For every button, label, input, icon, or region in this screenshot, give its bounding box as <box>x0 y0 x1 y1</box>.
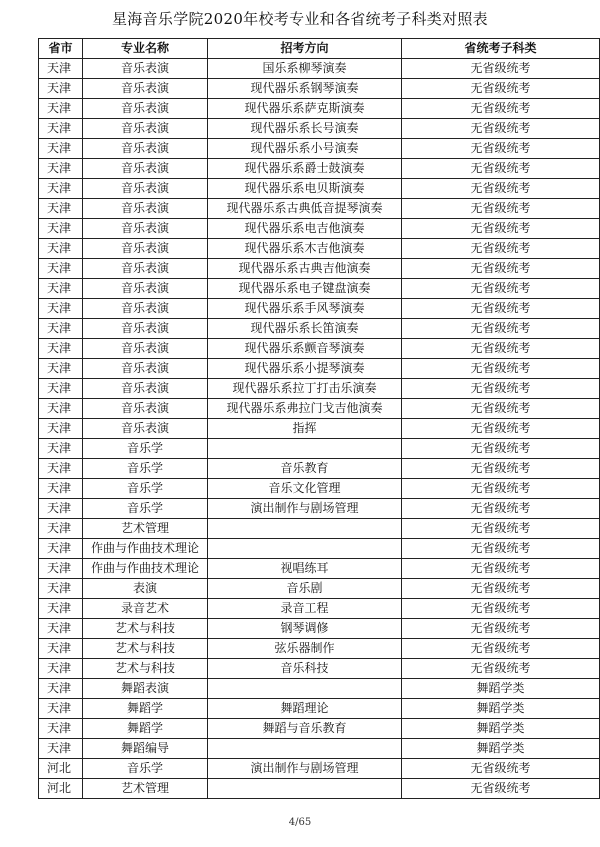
cell-direction: 舞蹈与音乐教育 <box>208 719 402 739</box>
cell-exam-category: 无省级统考 <box>402 299 600 319</box>
cell-exam-category: 无省级统考 <box>402 319 600 339</box>
cell-direction: 现代器乐系古典低音提琴演奏 <box>208 199 402 219</box>
cell-exam-category: 无省级统考 <box>402 259 600 279</box>
cell-direction: 现代器乐系钢琴演奏 <box>208 79 402 99</box>
column-header-province: 省市 <box>39 39 83 59</box>
cell-exam-category: 无省级统考 <box>402 79 600 99</box>
cell-direction: 现代器乐系小提琴演奏 <box>208 359 402 379</box>
cell-direction <box>208 679 402 699</box>
cell-direction: 音乐科技 <box>208 659 402 679</box>
cell-province: 天津 <box>39 579 83 599</box>
cell-exam-category: 无省级统考 <box>402 379 600 399</box>
table-row <box>39 659 600 679</box>
cell-exam-category: 舞蹈学类 <box>402 719 600 739</box>
cell-province: 天津 <box>39 599 83 619</box>
cell-direction <box>208 519 402 539</box>
cell-direction: 钢琴调修 <box>208 619 402 639</box>
cell-exam-category: 无省级统考 <box>402 499 600 519</box>
cell-exam-category: 无省级统考 <box>402 179 600 199</box>
cell-major: 音乐学 <box>83 479 208 499</box>
table-row <box>39 119 600 139</box>
cell-province: 河北 <box>39 779 83 799</box>
column-header-exam-category: 省统考子科类 <box>402 39 600 59</box>
cell-province: 天津 <box>39 459 83 479</box>
table-row <box>39 159 600 179</box>
page-number: 4/65 <box>288 817 312 828</box>
cell-exam-category: 无省级统考 <box>402 759 600 779</box>
cell-major: 音乐表演 <box>83 279 208 299</box>
cell-direction: 舞蹈理论 <box>208 699 402 719</box>
cell-province: 河北 <box>39 759 83 779</box>
cell-major: 表演 <box>83 579 208 599</box>
cell-province: 天津 <box>39 499 83 519</box>
cell-exam-category: 无省级统考 <box>402 419 600 439</box>
cell-province: 天津 <box>39 179 83 199</box>
cell-direction: 指挥 <box>208 419 402 439</box>
cell-province: 天津 <box>39 239 83 259</box>
cell-major: 音乐表演 <box>83 139 208 159</box>
table-row <box>39 419 600 439</box>
major-category-table <box>38 38 600 799</box>
cell-direction <box>208 439 402 459</box>
table-row <box>39 699 600 719</box>
cell-direction: 现代器乐系电贝斯演奏 <box>208 179 402 199</box>
cell-direction: 国乐系柳琴演奏 <box>208 59 402 79</box>
cell-exam-category: 无省级统考 <box>402 59 600 79</box>
cell-direction: 音乐文化管理 <box>208 479 402 499</box>
cell-direction <box>208 539 402 559</box>
cell-province: 天津 <box>39 299 83 319</box>
cell-direction: 现代器乐系古典吉他演奏 <box>208 259 402 279</box>
cell-province: 天津 <box>39 379 83 399</box>
cell-exam-category: 无省级统考 <box>402 599 600 619</box>
page-title: 星海音乐学院2020年校考专业和各省统考子科类对照表 <box>112 10 488 28</box>
cell-major: 音乐表演 <box>83 159 208 179</box>
cell-exam-category: 无省级统考 <box>402 519 600 539</box>
cell-exam-category: 舞蹈学类 <box>402 699 600 719</box>
cell-province: 天津 <box>39 139 83 159</box>
cell-major: 音乐学 <box>83 439 208 459</box>
cell-province: 天津 <box>39 679 83 699</box>
cell-province: 天津 <box>39 259 83 279</box>
table-row <box>39 359 600 379</box>
cell-major: 音乐表演 <box>83 419 208 439</box>
table-row <box>39 299 600 319</box>
table-row <box>39 379 600 399</box>
cell-province: 天津 <box>39 359 83 379</box>
cell-exam-category: 无省级统考 <box>402 199 600 219</box>
cell-direction: 演出制作与剧场管理 <box>208 759 402 779</box>
column-header-direction: 招考方向 <box>208 39 402 59</box>
cell-major: 音乐表演 <box>83 299 208 319</box>
cell-province: 天津 <box>39 439 83 459</box>
table-row <box>39 479 600 499</box>
cell-major: 艺术管理 <box>83 519 208 539</box>
table-row <box>39 279 600 299</box>
cell-province: 天津 <box>39 539 83 559</box>
table-row <box>39 319 600 339</box>
cell-exam-category: 无省级统考 <box>402 139 600 159</box>
cell-exam-category: 无省级统考 <box>402 479 600 499</box>
cell-direction: 音乐教育 <box>208 459 402 479</box>
table-row <box>39 59 600 79</box>
table-row <box>39 739 600 759</box>
table-row <box>39 719 600 739</box>
cell-exam-category: 无省级统考 <box>402 439 600 459</box>
cell-province: 天津 <box>39 699 83 719</box>
cell-major: 音乐表演 <box>83 179 208 199</box>
cell-province: 天津 <box>39 339 83 359</box>
cell-province: 天津 <box>39 279 83 299</box>
table-row <box>39 139 600 159</box>
cell-major: 艺术与科技 <box>83 619 208 639</box>
cell-direction: 现代器乐系萨克斯演奏 <box>208 99 402 119</box>
cell-province: 天津 <box>39 619 83 639</box>
table-row <box>39 259 600 279</box>
cell-major: 舞蹈编导 <box>83 739 208 759</box>
cell-direction: 现代器乐系弗拉门戈吉他演奏 <box>208 399 402 419</box>
cell-province: 天津 <box>39 639 83 659</box>
cell-direction: 现代器乐系爵士鼓演奏 <box>208 159 402 179</box>
cell-major: 音乐表演 <box>83 59 208 79</box>
cell-exam-category: 无省级统考 <box>402 399 600 419</box>
cell-major: 音乐表演 <box>83 239 208 259</box>
cell-province: 天津 <box>39 399 83 419</box>
cell-major: 音乐表演 <box>83 219 208 239</box>
table-row <box>39 99 600 119</box>
cell-exam-category: 无省级统考 <box>402 119 600 139</box>
cell-exam-category: 无省级统考 <box>402 779 600 799</box>
cell-direction: 弦乐器制作 <box>208 639 402 659</box>
cell-major: 音乐学 <box>83 459 208 479</box>
cell-major: 舞蹈学 <box>83 719 208 739</box>
cell-major: 音乐表演 <box>83 359 208 379</box>
cell-major: 音乐表演 <box>83 399 208 419</box>
cell-exam-category: 无省级统考 <box>402 339 600 359</box>
table-row <box>39 619 600 639</box>
table-row <box>39 599 600 619</box>
cell-direction: 现代器乐系电吉他演奏 <box>208 219 402 239</box>
table-row <box>39 679 600 699</box>
cell-major: 音乐表演 <box>83 99 208 119</box>
cell-direction: 现代器乐系拉丁打击乐演奏 <box>208 379 402 399</box>
cell-exam-category: 舞蹈学类 <box>402 679 600 699</box>
cell-exam-category: 无省级统考 <box>402 219 600 239</box>
table-row <box>39 499 600 519</box>
cell-province: 天津 <box>39 479 83 499</box>
cell-direction: 音乐剧 <box>208 579 402 599</box>
cell-direction <box>208 739 402 759</box>
cell-exam-category: 无省级统考 <box>402 239 600 259</box>
table-row <box>39 239 600 259</box>
cell-exam-category: 无省级统考 <box>402 279 600 299</box>
table-row <box>39 519 600 539</box>
table-row <box>39 639 600 659</box>
table-row <box>39 179 600 199</box>
table-row <box>39 539 600 559</box>
cell-major: 音乐表演 <box>83 339 208 359</box>
cell-exam-category: 无省级统考 <box>402 559 600 579</box>
cell-direction: 现代器乐系木吉他演奏 <box>208 239 402 259</box>
cell-major: 音乐学 <box>83 499 208 519</box>
cell-direction: 视唱练耳 <box>208 559 402 579</box>
table-row <box>39 459 600 479</box>
cell-province: 天津 <box>39 119 83 139</box>
table-row <box>39 339 600 359</box>
cell-exam-category: 无省级统考 <box>402 539 600 559</box>
cell-province: 天津 <box>39 419 83 439</box>
cell-major: 艺术与科技 <box>83 639 208 659</box>
cell-direction: 录音工程 <box>208 599 402 619</box>
cell-major: 舞蹈表演 <box>83 679 208 699</box>
cell-major: 音乐表演 <box>83 199 208 219</box>
table-header-row <box>39 39 600 59</box>
cell-exam-category: 舞蹈学类 <box>402 739 600 759</box>
cell-province: 天津 <box>39 519 83 539</box>
cell-direction: 现代器乐系颤音琴演奏 <box>208 339 402 359</box>
cell-exam-category: 无省级统考 <box>402 99 600 119</box>
cell-major: 艺术与科技 <box>83 659 208 679</box>
column-header-major: 专业名称 <box>83 39 208 59</box>
cell-province: 天津 <box>39 559 83 579</box>
cell-province: 天津 <box>39 199 83 219</box>
table-row <box>39 79 600 99</box>
cell-direction: 现代器乐系手风琴演奏 <box>208 299 402 319</box>
cell-major: 作曲与作曲技术理论 <box>83 559 208 579</box>
table-row <box>39 399 600 419</box>
cell-exam-category: 无省级统考 <box>402 159 600 179</box>
cell-exam-category: 无省级统考 <box>402 359 600 379</box>
cell-exam-category: 无省级统考 <box>402 619 600 639</box>
cell-direction: 演出制作与剧场管理 <box>208 499 402 519</box>
cell-major: 艺术管理 <box>83 779 208 799</box>
cell-exam-category: 无省级统考 <box>402 639 600 659</box>
cell-province: 天津 <box>39 219 83 239</box>
cell-major: 音乐学 <box>83 759 208 779</box>
cell-province: 天津 <box>39 159 83 179</box>
cell-exam-category: 无省级统考 <box>402 459 600 479</box>
table-row <box>39 439 600 459</box>
table-row <box>39 199 600 219</box>
cell-province: 天津 <box>39 719 83 739</box>
table-row <box>39 759 600 779</box>
cell-direction: 现代器乐系电子键盘演奏 <box>208 279 402 299</box>
cell-province: 天津 <box>39 319 83 339</box>
cell-exam-category: 无省级统考 <box>402 579 600 599</box>
cell-exam-category: 无省级统考 <box>402 659 600 679</box>
cell-direction <box>208 779 402 799</box>
cell-province: 天津 <box>39 659 83 679</box>
cell-major: 音乐表演 <box>83 259 208 279</box>
cell-major: 音乐表演 <box>83 319 208 339</box>
cell-province: 天津 <box>39 79 83 99</box>
table-body <box>39 59 600 799</box>
cell-direction: 现代器乐系长笛演奏 <box>208 319 402 339</box>
table-row <box>39 219 600 239</box>
cell-major: 音乐表演 <box>83 79 208 99</box>
cell-province: 天津 <box>39 99 83 119</box>
cell-major: 录音艺术 <box>83 599 208 619</box>
table-row <box>39 559 600 579</box>
cell-province: 天津 <box>39 739 83 759</box>
cell-major: 作曲与作曲技术理论 <box>83 539 208 559</box>
cell-direction: 现代器乐系小号演奏 <box>208 139 402 159</box>
cell-direction: 现代器乐系长号演奏 <box>208 119 402 139</box>
table-row <box>39 579 600 599</box>
cell-major: 舞蹈学 <box>83 699 208 719</box>
cell-province: 天津 <box>39 59 83 79</box>
cell-major: 音乐表演 <box>83 119 208 139</box>
cell-major: 音乐表演 <box>83 379 208 399</box>
table-row <box>39 779 600 799</box>
